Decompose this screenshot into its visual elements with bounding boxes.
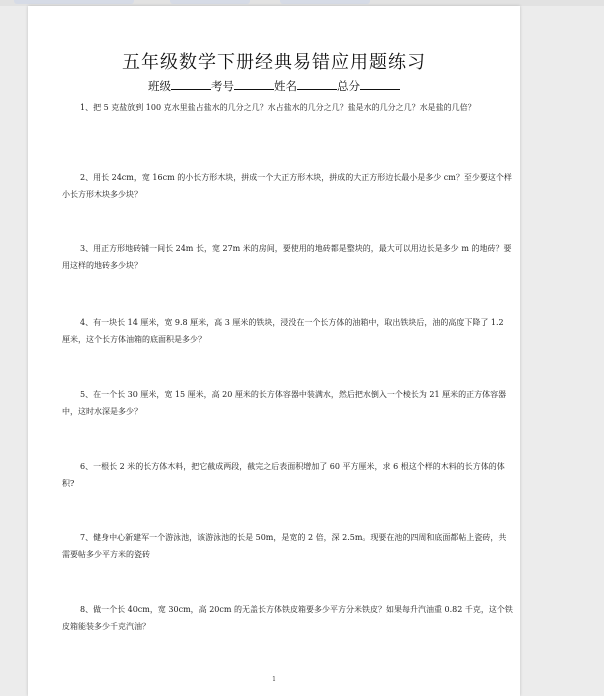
viewer-tab[interactable] <box>170 0 250 4</box>
blank-class <box>171 79 211 90</box>
info-label-name: 姓名 <box>274 79 297 93</box>
info-label-total-score: 总分 <box>337 79 360 93</box>
viewer-tab[interactable] <box>280 0 370 4</box>
page-title: 五年级数学下册经典易错应用题练习 <box>122 52 426 73</box>
student-info-line <box>28 78 520 94</box>
blank-name <box>297 79 337 90</box>
problem-5: 5、在一个长 30 厘米，宽 15 厘米，高 20 厘米的长方体容器中装满水，然后把水倒入一个棱长为 21 厘米的正方体容器中，这时水深是多少？ <box>62 390 507 416</box>
document-page <box>28 6 520 696</box>
problem-1: 1、把 5 克盐放到 100 克水里盐占盐水的几分之几？水占盐水的几分之几？盐是水的几分之几？水是盐的几倍？ <box>80 103 476 112</box>
viewer-tab[interactable] <box>14 0 134 4</box>
problem-2: 2、用长 24cm，宽 16cm 的小长方形木块，拼成一个大正方形木块，拼成的大正方形边长最小是多少 cm？至少要这个样小长方形木块多少块？ <box>62 173 512 199</box>
page-number: 1 <box>272 676 276 683</box>
problem-8: 8、做一个长 40cm，宽 30cm，高 20cm 的无盖长方体铁皮箱要多少平方分米铁皮？如果每升汽油重 0.82 千克，这个铁皮箱能装多少千克汽油？ <box>62 605 513 631</box>
blank-total-score <box>360 79 400 90</box>
problem-4: 4、有一块长 14 厘米，宽 9.8 厘米，高 3 厘米的铁块，浸没在一个长方体的油箱中，取出铁块后，油的高度下降了 1.2 厘米，这个长方体油箱的底面积是多少？ <box>62 318 504 344</box>
problem-6: 6、一根长 2 米的长方体木料，把它截成两段，截完之后表面积增加了 60 平方厘米，求 6 根这个样的木料的长方体的体积? <box>62 462 505 488</box>
problem-7: 7、健身中心新建军一个游泳池，该游泳池的长是 50m，是宽的 2 倍，深 2.5m。现要在池的四周和底面都帖上瓷砖，共需要帖多少平方米的瓷砖 <box>62 533 507 559</box>
info-label-exam-number: 考号 <box>211 79 234 93</box>
problem-3: 3、用正方形地砖铺一间长 24m 长，宽 27m 米的房间，要使用的地砖都是整块的，最大可以用边长是多少 m 的地砖？要用这样的地砖多少块？ <box>62 244 512 270</box>
info-label-class: 班级 <box>148 79 171 93</box>
blank-exam-number <box>234 79 274 90</box>
